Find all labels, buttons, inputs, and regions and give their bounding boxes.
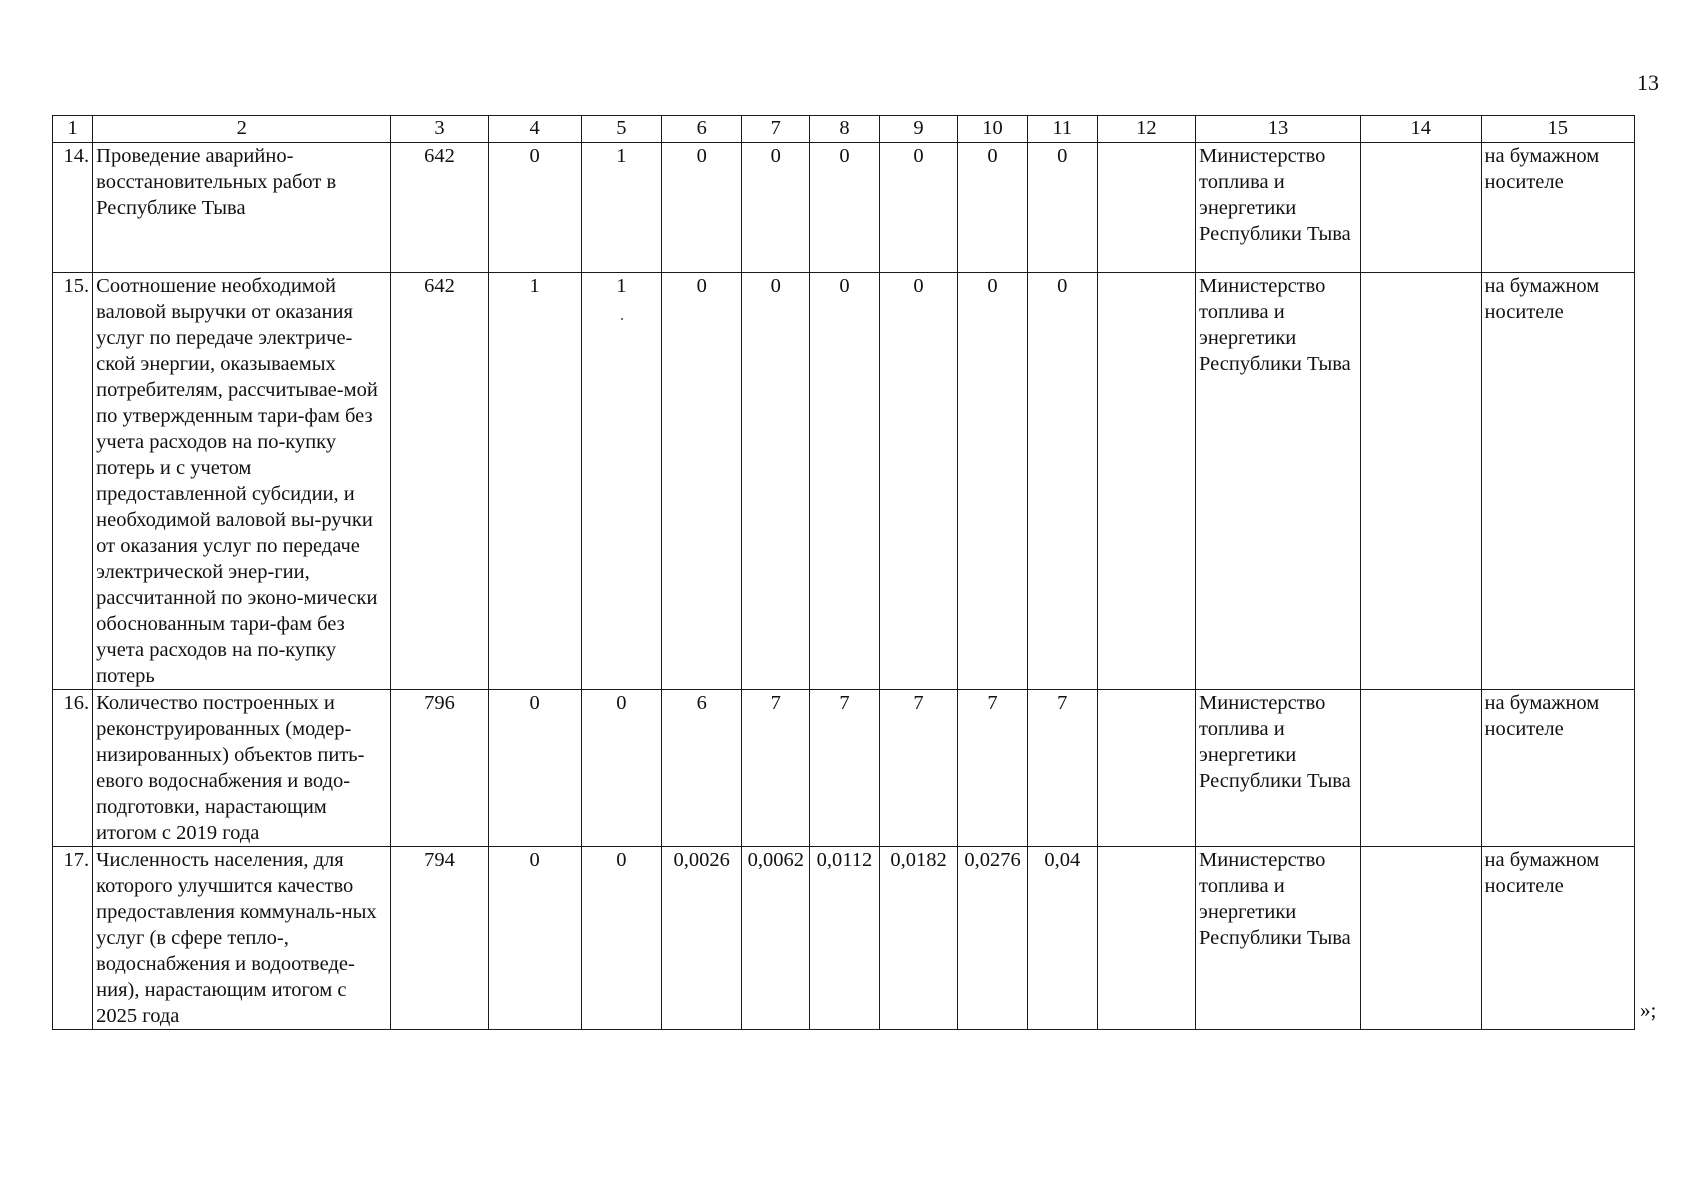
column-number: 6 <box>662 116 742 143</box>
indicator-value: 0 <box>742 143 810 273</box>
column-12-cell <box>1097 847 1195 1030</box>
indicator-value: 0 <box>810 273 880 690</box>
indicator-value: 7 <box>879 690 957 847</box>
indicator-value: 0 <box>662 273 742 690</box>
responsible-body: Министерство топлива и энергетики Республики Тыва <box>1196 847 1361 1030</box>
indicator-value: 0 <box>662 143 742 273</box>
indicator-value: 0 <box>581 847 661 1030</box>
column-number: 7 <box>742 116 810 143</box>
indicator-value: 0,0062 <box>742 847 810 1030</box>
column-number: 8 <box>810 116 880 143</box>
column-number: 15 <box>1481 116 1634 143</box>
indicator-value: 0 <box>879 273 957 690</box>
table-body <box>53 116 1635 1030</box>
indicator-value: 0,0276 <box>958 847 1028 1030</box>
row-number: 16. <box>53 690 93 847</box>
unit-code: 642 <box>391 273 488 690</box>
indicator-value: 0 <box>879 143 957 273</box>
column-number-row <box>53 116 1635 143</box>
column-number: 1 <box>53 116 93 143</box>
column-number: 14 <box>1360 116 1481 143</box>
column-number: 2 <box>93 116 391 143</box>
data-source: на бумажном носителе <box>1481 690 1634 847</box>
indicator-value: 0,04 <box>1027 847 1097 1030</box>
table-row <box>53 847 1635 1030</box>
column-number: 5 <box>581 116 661 143</box>
table-row <box>53 690 1635 847</box>
column-number: 10 <box>958 116 1028 143</box>
row-number: 15. <box>53 273 93 690</box>
closing-quote-mark: »; <box>1640 998 1657 1022</box>
indicator-value: 6 <box>662 690 742 847</box>
indicator-value: 0 <box>488 690 581 847</box>
responsible-body: Министерство топлива и энергетики Республики Тыва <box>1196 690 1361 847</box>
indicator-value: 0 <box>1027 273 1097 690</box>
column-14-cell <box>1360 690 1481 847</box>
column-12-cell <box>1097 143 1195 273</box>
column-number: 4 <box>488 116 581 143</box>
responsible-body: Министерство топлива и энергетики Республики Тыва <box>1196 273 1361 690</box>
column-number: 11 <box>1027 116 1097 143</box>
indicator-value: 0 <box>810 143 880 273</box>
indicator-value: 0 <box>488 143 581 273</box>
row-number: 17. <box>53 847 93 1030</box>
indicator-value: 0,0026 <box>662 847 742 1030</box>
table-row <box>53 273 1635 690</box>
indicator-value: 1 <box>581 143 661 273</box>
indicators-table-wrapper <box>52 115 1635 1030</box>
column-number: 9 <box>879 116 957 143</box>
column-14-cell <box>1360 273 1481 690</box>
indicator-value: 7 <box>958 690 1028 847</box>
row-number: 14. <box>53 143 93 273</box>
indicator-value: 0,0182 <box>879 847 957 1030</box>
indicator-value: 0 <box>958 273 1028 690</box>
unit-code: 794 <box>391 847 488 1030</box>
column-number: 12 <box>1097 116 1195 143</box>
responsible-body: Министерство топлива и энергетики Республики Тыва <box>1196 143 1361 273</box>
indicator-name: Численность населения, для которого улучшится качество предоставления коммуналь-ных услуг (в сфере тепло-, водоснабжения и водоотведе-ния), нарастающим итогом с 2025 года <box>93 847 391 1030</box>
indicator-value: 0 <box>1027 143 1097 273</box>
page-number: 13 <box>1637 70 1659 95</box>
column-12-cell <box>1097 690 1195 847</box>
indicator-value: 0,0112 <box>810 847 880 1030</box>
column-14-cell <box>1360 847 1481 1030</box>
column-number: 13 <box>1196 116 1361 143</box>
indicators-table <box>52 115 1635 1030</box>
indicator-value: 1 <box>581 273 661 690</box>
column-number: 3 <box>391 116 488 143</box>
indicator-value: 0 <box>958 143 1028 273</box>
data-source: на бумажном носителе <box>1481 143 1634 273</box>
column-14-cell <box>1360 143 1481 273</box>
data-source: на бумажном носителе <box>1481 273 1634 690</box>
indicator-name: Соотношение необходимой валовой выручки от оказания услуг по передаче электриче-ской энергии, оказываемых потребителям, рассчитывае-мой по утвержденным тари-фам без учета расходов на по-купку потерь и с учетом предоставленной субсидии, и необходимой валовой вы-ручки от оказания услуг по передаче электрической энер-гии, рассчитанной по эконо-мически обоснованным тари-фам без учета расходов на по-купку потерь <box>93 273 391 690</box>
indicator-name: Количество построенных и реконструированных (модер-низированных) объектов пить-евого водоснабжения и водо-подготовки, нарастающим итогом с 2019 года <box>93 690 391 847</box>
unit-code: 642 <box>391 143 488 273</box>
indicator-value: 7 <box>1027 690 1097 847</box>
indicator-value: 1 <box>488 273 581 690</box>
unit-code: 796 <box>391 690 488 847</box>
indicator-name: Проведение аварийно-восстановительных работ в Республике Тыва <box>93 143 391 273</box>
scan-speck <box>621 318 623 320</box>
indicator-value: 7 <box>742 690 810 847</box>
data-source: на бумажном носителе <box>1481 847 1634 1030</box>
indicator-value: 7 <box>810 690 880 847</box>
indicator-value: 0 <box>488 847 581 1030</box>
indicator-value: 0 <box>581 690 661 847</box>
table-row <box>53 143 1635 273</box>
column-12-cell <box>1097 273 1195 690</box>
indicator-value: 0 <box>742 273 810 690</box>
